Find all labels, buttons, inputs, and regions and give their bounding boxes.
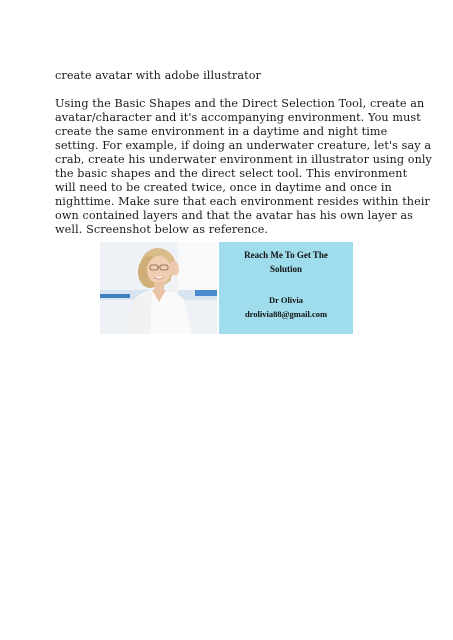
page-title: create avatar with adobe illustrator (55, 69, 261, 82)
contact-email: drolivia88@gmail.com (244, 309, 328, 319)
paragraph-line: well. Screenshot below as reference. (55, 223, 269, 236)
paragraph-line: will need to be created twice, once in daytime and once in (55, 181, 392, 194)
banner-headline: Reach Me To Get The (244, 250, 328, 260)
paragraph-line: own contained layers and that the avatar has his own layer as (55, 209, 413, 222)
paragraph-line: setting. For example, if doing an underwater creature, let's say a (55, 139, 432, 152)
paragraph-line: Using the Basic Shapes and the Direct Selection Tool, create an (55, 97, 425, 110)
contact-banner (219, 242, 353, 334)
paragraph-line: create the same environment in a daytime and night time (55, 125, 388, 138)
paragraph-line: the basic shapes and the direct select tool. This environment (55, 167, 408, 180)
contact-name: Dr Olivia (268, 295, 304, 305)
paragraph-line: nighttime. Make sure that each environment resides within their (55, 195, 430, 208)
banner-subheadline: Solution (269, 264, 302, 274)
woman-photo-illustration (100, 242, 217, 334)
paragraph-line: avatar/character and it's accompanying environment. You must (55, 111, 421, 124)
woman-photo (100, 242, 217, 334)
paragraph-line: crab, create his underwater environment in illustrator using only (55, 153, 432, 166)
